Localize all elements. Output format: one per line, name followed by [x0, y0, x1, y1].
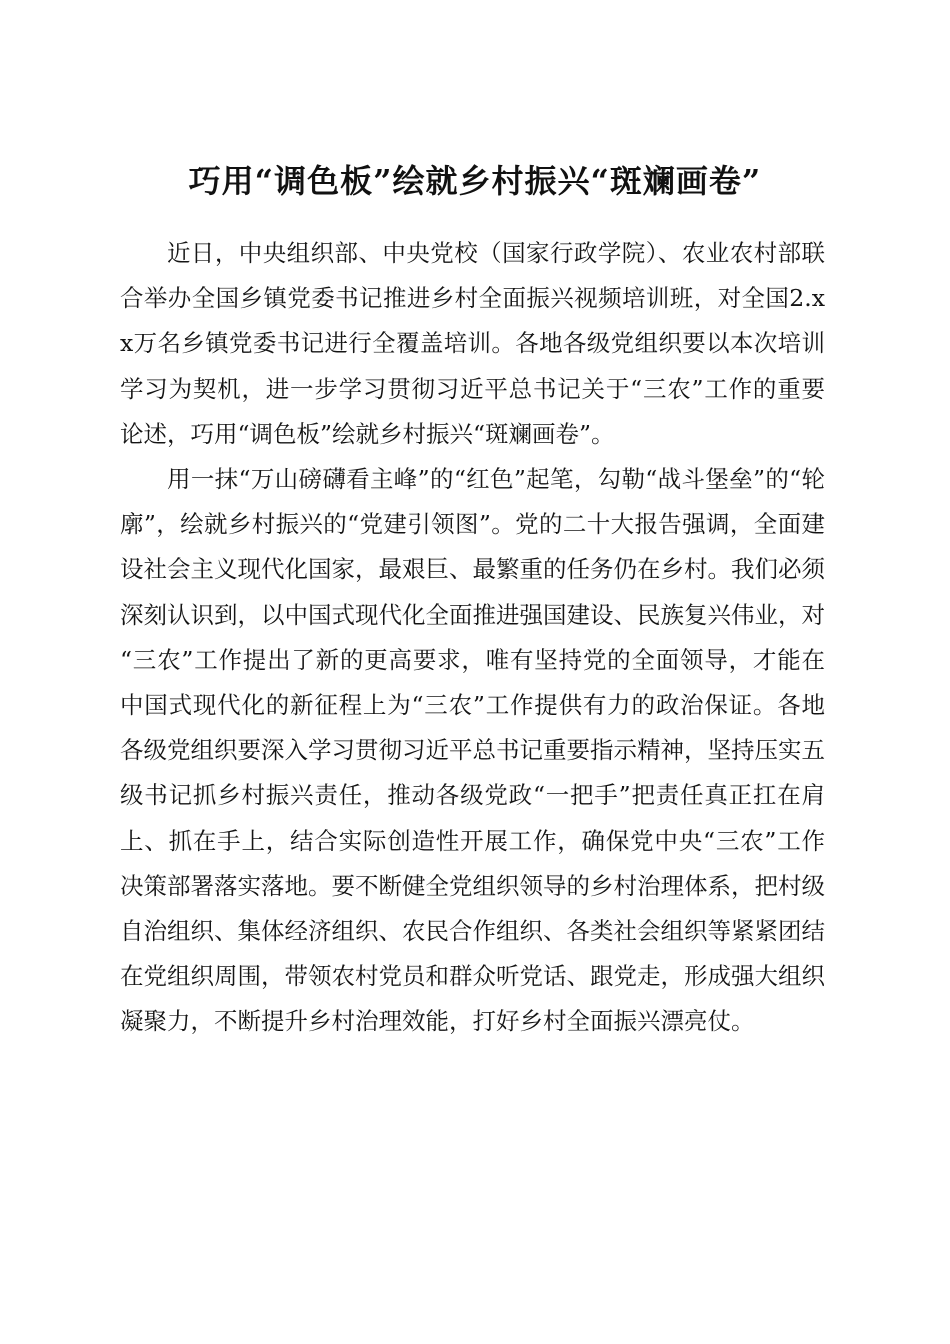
paragraph-intro: 近日，中央组织部、中央党校（国家行政学院）、农业农村部联合举办全国乡镇党委书记推进乡村全面振兴视频培训班，对全国2.xx万名乡镇党委书记进行全覆盖培训。各地各级党组织要以本次培训学习为契机，进一步学习贯彻习近平总书记关于“三农”工作的重要论述，巧用“调色板”绘就乡村振兴“斑斓画卷”。 — [120, 239, 825, 448]
article-body — [120, 231, 825, 1045]
article-title: 巧用“调色板”绘就乡村振兴“斑斓画卷” — [188, 162, 762, 201]
paragraph-red-color: 用一抹“万山磅礴看主峰”的“红色”起笔，勾勒“战斗堡垒”的“轮廓”，绘就乡村振兴的“党建引领图”。党的二十大报告强调，全面建设社会主义现代化国家，最艰巨、最繁重的任务仍在乡村。我们必须深刻认识到，以中国式现代化全面推进强国建设、民族复兴伟业，对“三农”工作提出了新的更高要求，唯有坚持党的全面领导，才能在中国式现代化的新征程上为“三农”工作提供有力的政治保证。各地各级党组织要深入学习贯彻习近平总书记重要指示精神，坚持压实五级书记抓乡村振兴责任，推动各级党政“一把手”把责任真正扛在肩上、抓在手上，结合实际创造性开展工作，确保党中央“三农”工作决策部署落实落地。要不断健全党组织领导的乡村治理体系，把村级自治组织、集体经济组织、农民合作组织、各类社会组织等紧紧团结在党组织周围，带领农村党员和群众听党话、跟党走，形成强大组织凝聚力，不断提升乡村治理效能，打好乡村全面振兴漂亮仗。 — [120, 465, 825, 1036]
